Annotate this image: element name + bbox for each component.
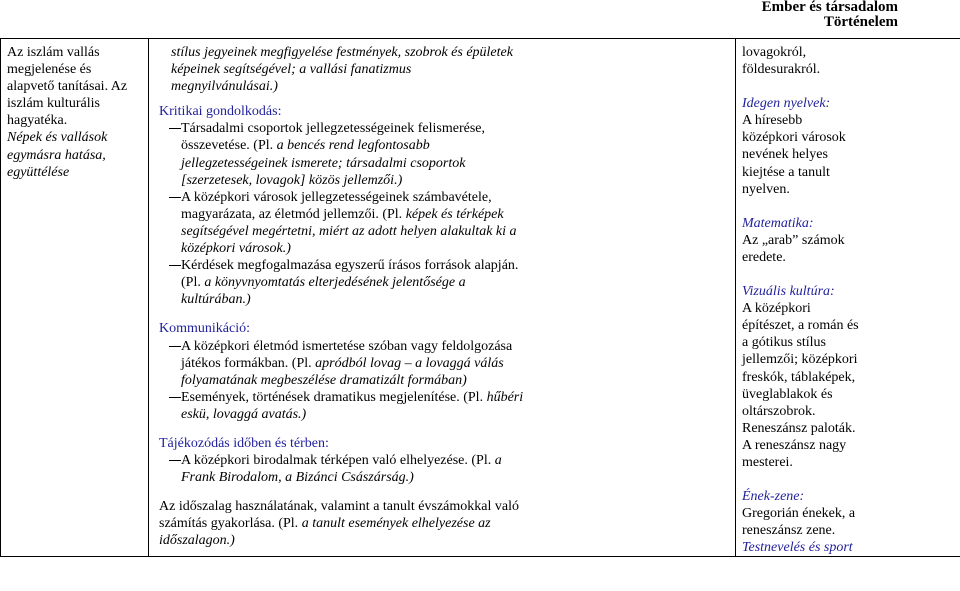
list-item bbox=[159, 389, 725, 423]
topic-line: Népek és vallások bbox=[7, 130, 108, 146]
text-line: nyelven. bbox=[742, 181, 790, 197]
text-line: kultúrában.) bbox=[181, 292, 251, 308]
text-line: jellegzetességeinek ismerete; társadalmi csoportok bbox=[181, 155, 466, 171]
text-line: középkori városok.) bbox=[181, 241, 291, 257]
list-item bbox=[159, 257, 725, 308]
dash-bullet bbox=[169, 397, 181, 398]
text-line: a gótikus stílus bbox=[742, 335, 827, 351]
text-line: freskók, táblaképek, bbox=[742, 369, 856, 385]
text-line: Események, történések dramatikus megjelenítése. (Pl. bbox=[181, 389, 484, 405]
text-line: középkori városok bbox=[742, 130, 846, 146]
text-line: üveglablakok és bbox=[742, 386, 833, 402]
text-line: (Pl. bbox=[181, 275, 201, 291]
text-line: eskü, lovaggá avatás.) bbox=[181, 406, 307, 422]
text-line: megnyilvánulásai.) bbox=[171, 79, 278, 95]
text-line: Kérdések megfogalmazása egyszerű írásos források alapján. bbox=[181, 258, 519, 274]
section-title-kommunikacio: Kommunikáció: bbox=[159, 321, 250, 337]
text-line: Az időszalag használatának, valamint a tanult évszámokkal való bbox=[159, 499, 519, 515]
text-line: A középkori birodalmak térképen való elhelyezése. (Pl. bbox=[181, 453, 492, 469]
text-line: stílus jegyeinek megfigyelése festmények, szobrok és épületek bbox=[171, 45, 513, 60]
subject-title-vizualis: Vizuális kultúra: bbox=[742, 284, 835, 300]
subject-title-idegen: Idegen nyelvek: bbox=[742, 96, 831, 112]
text-line: jellemzői; középkori bbox=[742, 352, 858, 368]
section-title-tajekozodas: Tájékozódás időben és térben: bbox=[159, 435, 329, 451]
dash-bullet bbox=[169, 346, 181, 347]
topic-line: egymásra hatása, bbox=[7, 147, 106, 163]
text-line: építészet, a román és bbox=[742, 318, 859, 334]
paragraph bbox=[159, 498, 725, 549]
text-line: magyarázata, az életmód jellemzői. (Pl. bbox=[181, 206, 403, 222]
text-line: kiejtése a tanult bbox=[742, 164, 830, 180]
text-line: hűbéri bbox=[483, 389, 524, 405]
text-line: A középkori bbox=[742, 301, 811, 317]
text-line: [szerzetesek, lovagok] közös jellemzői.) bbox=[181, 172, 403, 188]
text-line: oltárszobrok. bbox=[742, 403, 816, 419]
subject-title-testneveles: Testnevelés és sport bbox=[742, 540, 853, 556]
text-line: folyamatának megbeszélése dramatizált formában) bbox=[181, 372, 467, 388]
text-line: képek és térképek bbox=[402, 206, 504, 222]
subject-title-matematika: Matematika: bbox=[742, 215, 814, 231]
topic-line: együttélése bbox=[7, 164, 70, 180]
list-item bbox=[159, 189, 725, 257]
table-row bbox=[1, 39, 960, 557]
list-item bbox=[159, 452, 725, 486]
dash-bullet bbox=[169, 197, 181, 198]
activities-column bbox=[149, 39, 736, 557]
text-line: Gregorián énekek, a bbox=[742, 506, 856, 522]
text-line: a tanult események elhelyezése az bbox=[298, 516, 491, 532]
text-line: számítás gyakorlása. (Pl. bbox=[159, 516, 299, 532]
text-line: reneszánsz zene. bbox=[742, 523, 836, 539]
text-line: A híresebb bbox=[742, 113, 803, 129]
topic-line: hagyatéka. bbox=[7, 113, 68, 129]
list-item bbox=[159, 338, 725, 389]
text-line: Reneszánsz paloták. bbox=[742, 420, 856, 436]
topic-line: iszlám kulturális bbox=[7, 96, 100, 112]
topic-line: alapvető tanításai. Az bbox=[7, 79, 128, 95]
text-line: A középkori városok jellegzetességeinek számbavétele, bbox=[181, 189, 492, 205]
text-line: eredete. bbox=[742, 249, 786, 265]
text-line: a bbox=[491, 453, 502, 469]
header-subject-area: Ember és társadalom bbox=[761, 0, 898, 15]
section-title-kritikai: Kritikai gondolkodás: bbox=[159, 104, 282, 120]
text-line: időszalagon.) bbox=[159, 533, 235, 549]
connections-column bbox=[736, 39, 960, 557]
text-line: lovagokról, bbox=[742, 45, 807, 60]
text-line: Az „arab” számok bbox=[742, 232, 845, 248]
text-line: apródból lovag – a lovaggá válás bbox=[311, 355, 504, 371]
text-line: képeinek segítségével; a vallási fanatizmus bbox=[171, 62, 412, 78]
curriculum-table bbox=[0, 38, 960, 557]
dash-bullet bbox=[169, 265, 181, 266]
list-item bbox=[159, 120, 725, 188]
topic-column bbox=[1, 39, 149, 557]
text-line: A középkori életmód ismertetése szóban vagy feldolgozása bbox=[181, 338, 513, 354]
text-line: játékos formákban. (Pl. bbox=[181, 355, 312, 371]
text-line: Frank Birodalom, a Bizánci Császárság.) bbox=[181, 470, 414, 486]
text-line: Társadalmi csoportok jellegzetességeinek felismerése, bbox=[181, 121, 485, 137]
topic-line: Az iszlám vallás bbox=[7, 45, 100, 60]
page-header bbox=[762, 0, 898, 30]
intro-text bbox=[159, 44, 725, 95]
text-line: a bencés rend legfontosabb bbox=[273, 138, 430, 154]
topic-line: megjelenése és bbox=[7, 62, 92, 78]
text-line: mesterei. bbox=[742, 454, 793, 470]
dash-bullet bbox=[169, 460, 181, 461]
dash-bullet bbox=[169, 128, 181, 129]
text-line: segítségével megértetni, miért az adott helyen alakultak ki a bbox=[181, 223, 517, 239]
text-line: a könyvnyomtatás elterjedésének jelentősége a bbox=[200, 275, 466, 291]
header-subject: Történelem bbox=[823, 14, 898, 30]
text-line: nevének helyes bbox=[742, 147, 828, 163]
subject-title-enek: Ének-zene: bbox=[742, 489, 805, 505]
text-line: földesurakról. bbox=[742, 62, 821, 78]
text-line: összevetése. (Pl. bbox=[181, 138, 274, 154]
text-line: A reneszánsz nagy bbox=[742, 437, 847, 453]
